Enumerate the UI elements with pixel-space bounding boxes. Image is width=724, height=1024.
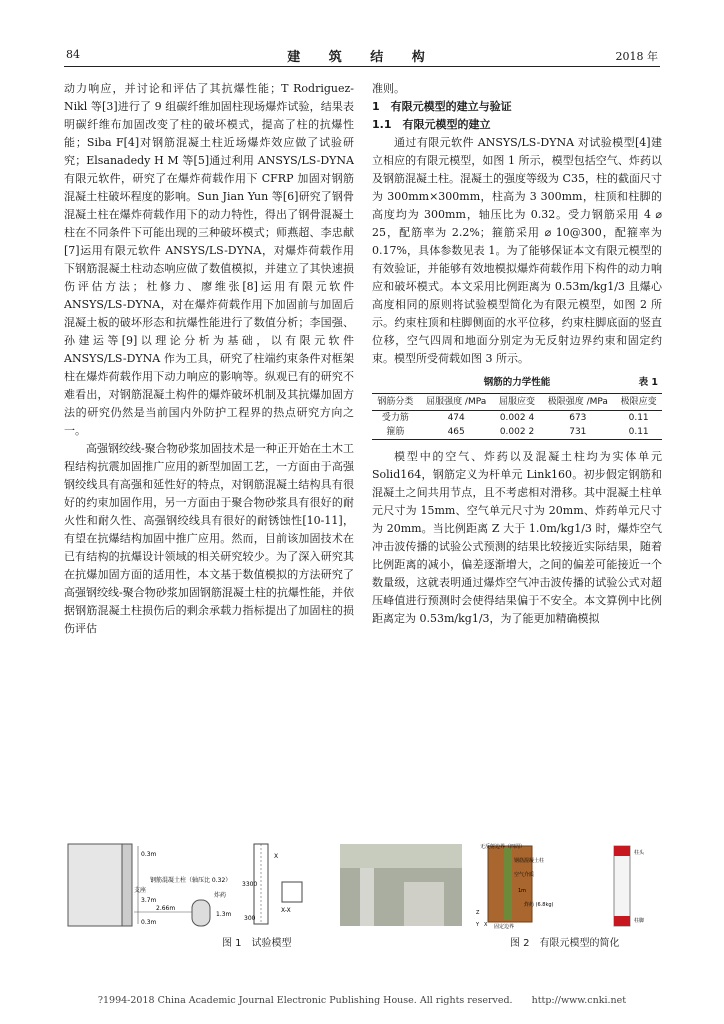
figure-2-drawing — [474, 842, 662, 930]
table-row — [372, 411, 662, 426]
fig1-section-x: X — [274, 853, 279, 860]
journal-title: 建 筑 结 构 — [287, 50, 437, 65]
table-cell: 731 — [540, 425, 615, 440]
figure-2-caption: 图 2 有限元模型的简化 — [510, 938, 620, 949]
fig2-charge: 炸药 (6.8kg) — [524, 902, 554, 908]
fig1-column-label: 钢筋混凝土柱（轴压比 0.32） — [150, 877, 232, 884]
fig2-fixed: 固定边界 — [494, 924, 515, 930]
fig1-distance: 2.66m — [156, 905, 176, 912]
copyright-footer: ?1994-2018 China Academic Journal Electronic Publishing House. All rights reserved. http://www.cnki.net — [97, 995, 627, 1006]
fig1-section-label: X-X — [281, 907, 291, 914]
fig2-axis-y: Y — [476, 922, 480, 928]
section-heading-1-1: 1.1 有限元模型的建立 — [372, 118, 491, 131]
fig1-dim-3300: 3300 — [242, 881, 258, 888]
charge-cylinder — [192, 900, 210, 926]
fig2-boundary: 无反射边界（四周） — [480, 844, 526, 850]
fig1-top-height: 0.3m — [141, 851, 157, 858]
cross-section — [282, 882, 302, 902]
fig1-support: 支座 — [134, 887, 147, 894]
fig2-column: 钢筋混凝土柱 — [514, 858, 545, 864]
table-cell: 受力筋 — [381, 413, 409, 423]
fig2-air: 空气介质 — [514, 872, 535, 878]
page-header — [64, 46, 660, 66]
fig2-axis-x: X — [484, 922, 488, 928]
column-cap — [614, 846, 630, 856]
table-cell: 465 — [419, 425, 494, 440]
steel-properties-table — [372, 393, 662, 440]
column-body — [614, 846, 630, 926]
fig1-bottom-height: 0.3m — [141, 919, 157, 926]
table-cell: 0.002 2 — [494, 425, 541, 440]
table-cell: 0.11 — [615, 425, 662, 440]
table-cell: 箍筋 — [372, 425, 419, 440]
table-number: 表 1 — [638, 377, 658, 388]
table-caption — [372, 376, 662, 390]
fig2-foot-label: 柱脚 — [634, 918, 645, 924]
paragraph-literature: 动力响应，并讨论和评估了其抗爆性能；T Rodriguez-Nikl 等[3]进行了 9 组碳纤维加固柱现场爆炸试验，结果表明碳纤维布加固改变了柱的破坏模式，提高了柱的抗爆性能；Siba F[4]对钢筋混凝土柱近场爆炸效应做了试验研究；Elsanadedy H M 等[5]通过利用 ANSYS/LS-DYNA 有限元软件，研究了在爆炸荷载作用下 CFRP 加固对钢筋混凝土柱破坏程度的影响。Sun Jian Yun 等[6]研究了钢骨混凝土柱在爆炸荷载作用下的动力特性，得出了钢骨混凝土柱在不同条件下可能出现的三种破坏模式；师燕超、李忠献[7]运用有限元软件 ANSYS/LS-DYNA，对爆炸荷载作用下钢筋混凝土柱动态响应做了数值模拟，并建立了其快速损伤评估方法；杜修力、廖维张[8]运用有限元软件 ANSYS/LS-DYNA，对在爆炸荷载作用下加固前与加固后混凝土板的破坏形态和抗爆性能进行了数值分析；李国强、孙建运等[9]以理论分析为基础，以有限元软件 ANSYS/LS-DYNA 作为工具，研究了柱端约束条件对框架柱在爆炸荷载作用下动力响应的影响等。纵观已有的研究不难看出，对钢筋混凝土构件的爆炸破坏机制及其抗爆加固方法的研究仍然是当前国内外防护工程界的热点研究方向之一。 — [64, 82, 354, 437]
paragraph-model: 通过有限元软件 ANSYS/LS-DYNA 对试验模型[4]建立相应的有限元模型，如图 1 所示，模型包括空气、炸药以及钢筋混凝土柱。混凝土的强度等级为 C35，柱的截面尺寸为 300mm×300mm，柱高为 3 300mm，柱顶和柱脚的高度均为 300mm，轴压比为 0.32。受力钢筋采用 4 ⌀ 25，配筋率为 2.2%；箍筋采用 ⌀ 10@300，配箍率为 0.17%，具体参数见表 1。为了能够保证本文有限元模型的有效验证，并能够有效地模拟爆炸荷载作用下构件的动力响应和破坏模式。本文采用比例距离为 0.53m/kg1/3 且爆心高度相同的原则将试验模型简化为有限元模型，如图 2 所示。约束柱顶和柱脚侧面的水平位移，约束柱脚底面的竖直位移，空气四周和地面分别定为无反射边界约束和固定约束。模型所受荷载如图 3 所示。 — [372, 136, 662, 365]
fig2-distance: 1m — [518, 888, 527, 894]
table-header: 极限强度 /MPa — [540, 394, 615, 411]
left-column — [64, 80, 354, 638]
paragraph-criteria: 准则。 — [372, 82, 405, 95]
table-header: 屈服强度 /MPa — [419, 394, 494, 411]
test-column — [122, 844, 132, 926]
table-cell: 673 — [569, 413, 587, 423]
table-row — [372, 425, 662, 440]
journal-year: 2018 年 — [615, 50, 658, 63]
fig2-axis-z: Z — [476, 910, 480, 916]
figure-1-drawing — [64, 842, 464, 930]
table-header: 极限应变 — [615, 394, 662, 411]
table-cell: 474 — [447, 413, 465, 423]
table-header: 钢筋分类 — [372, 394, 419, 411]
table-cell: 0.11 — [628, 413, 649, 423]
column-foot — [614, 916, 630, 926]
right-column — [372, 80, 662, 628]
paragraph-elements: 模型中的空气、炸药以及混凝土柱均为实体单元 Solid164，钢筋定义为杆单元 Link160。初步假定钢筋和混凝土之间共用节点，且不考虑相对滑移。其中混凝土柱单元尺寸为 15mm、空气单元尺寸为 20mm、炸药单元尺寸为 20mm。当比例距离 Z 大于 1.0m/kg1/3 时，爆炸空气冲击波传播的试验公式预测的结果比较接近实际结果，随着比例距离的减小，偏差逐渐增大，之间的偏差可能接近一个数量级，这就表明通过爆炸空气冲击波传播的试验公式对超压峰值进行预测时会使得结果偏于不安全。本文算例中比例距离定为 0.53m/kg1/3，为了能更加精确模拟 — [372, 450, 662, 625]
paragraph-technique: 高强钢绞线-聚合物砂浆加固技术是一种正开始在土木工程结构抗震加固推广应用的新型加固工艺，一方面由于高强钢绞线具有高强和延性好的特点，对钢筋混凝土结构具有很好的约束加固作用，另一方面由于聚合物砂浆具有很好的耐火性和耐久性、高强钢绞线具有很好的耐锈蚀性[10-11]，有望在抗爆结构加固中推广应用。然而，目前该加固技术在已有结构的抗爆设计领域的相关研究较少。为了深入研究其在抗爆加固方面的适用性，本文基于数值模拟的方法研究了高强钢绞线-聚合物砂浆加固钢筋混凝土柱的抗爆性能，并依据钢筋混凝土柱损伤后的剩余承载力指标提出了加固柱的损伤评估 — [64, 442, 354, 635]
page-number: 84 — [66, 48, 80, 61]
header-rule — [64, 66, 660, 67]
table-cell: 0.002 4 — [499, 413, 535, 423]
test-wall — [68, 844, 128, 926]
table-title: 钢筋的力学性能 — [483, 377, 551, 388]
section-heading-1: 1 有限元模型的建立与验证 — [372, 100, 512, 113]
fig1-charge: 炸药 — [214, 892, 227, 899]
fig1-h37: 3.7m — [141, 897, 157, 904]
table-header: 屈服应变 — [494, 394, 541, 411]
fig1-h13: 1.3m — [216, 911, 232, 918]
fig1-dim-300: 300 — [244, 915, 256, 922]
fig2-cap-label: 柱头 — [634, 850, 645, 856]
figure-1-caption: 图 1 试验模型 — [222, 938, 292, 949]
fe-column — [504, 848, 512, 920]
